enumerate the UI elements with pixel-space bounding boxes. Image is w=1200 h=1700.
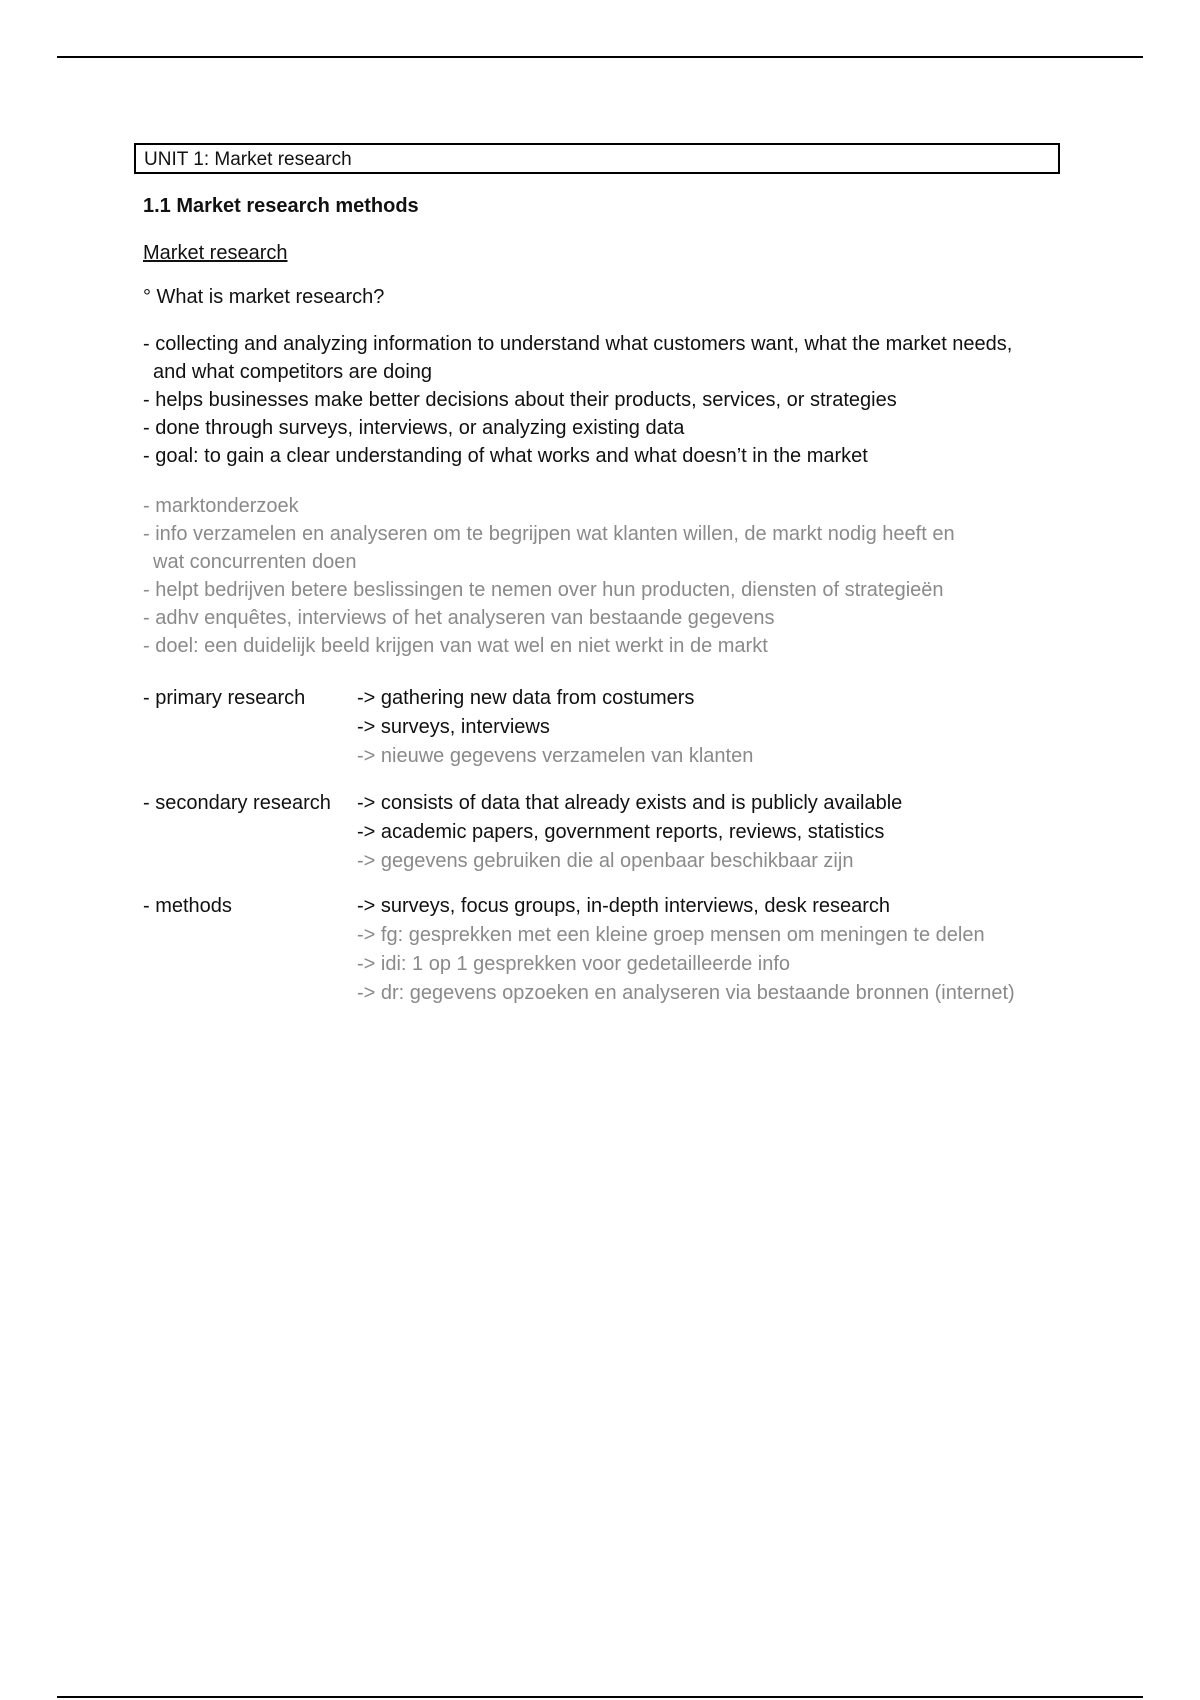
unit-title: UNIT 1: Market research [144,149,352,170]
subheading: Market research [143,242,288,264]
secondary-research-translation: -> gegevens gebruiken die al openbaar beschikbaar zijn [357,850,854,872]
dutch-point: - info verzamelen en analyseren om te begrijpen wat klanten willen, de markt nodig heeft en [143,523,955,545]
primary-research-block [143,684,1063,771]
english-point: - helps businesses make better decisions about their products, services, or strategies [143,389,897,411]
methods-point: -> surveys, focus groups, in-depth interviews, desk research [357,895,891,917]
methods-label: - methods [143,895,232,917]
methods-translation: -> fg: gesprekken met een kleine groep mensen om meningen te delen [357,924,985,946]
section-title: 1.1 Market research methods [143,195,419,217]
english-point: - collecting and analyzing information to understand what customers want, what the market needs, [143,333,1013,355]
english-point: - goal: to gain a clear understanding of what works and what doesn’t in the market [143,445,868,467]
dutch-points [143,492,1063,660]
footer-rule [57,1696,1143,1698]
secondary-research-label: - secondary research [143,792,331,814]
primary-research-point: -> gathering new data from costumers [357,687,695,709]
unit-title-box [134,143,1060,174]
dutch-point-continued: wat concurrenten doen [153,551,357,573]
methods-block [143,892,1063,1008]
english-point-continued: and what competitors are doing [153,361,433,383]
primary-research-label: - primary research [143,687,306,709]
primary-research-translation: -> nieuwe gegevens verzamelen van klanten [357,745,754,767]
question: ° What is market research? [143,286,385,308]
primary-research-point: -> surveys, interviews [357,716,550,738]
methods-translation: -> dr: gegevens opzoeken en analyseren via bestaande bronnen (internet) [357,982,1015,1004]
methods-translation: -> idi: 1 op 1 gesprekken voor gedetailleerde info [357,953,791,975]
dutch-point: - helpt bedrijven betere beslissingen te nemen over hun producten, diensten of strategieën [143,579,944,601]
secondary-research-point: -> academic papers, government reports, reviews, statistics [357,821,885,843]
dutch-point: - doel: een duidelijk beeld krijgen van wat wel en niet werkt in de markt [143,635,768,657]
english-points [143,330,1063,470]
secondary-research-point: -> consists of data that already exists and is publicly available [357,792,903,814]
dutch-point: - marktonderzoek [143,495,299,517]
secondary-research-block [143,789,1063,876]
english-point: - done through surveys, interviews, or analyzing existing data [143,417,685,439]
header-rule [57,56,1143,58]
dutch-point: - adhv enquêtes, interviews of het analyseren van bestaande gegevens [143,607,775,629]
